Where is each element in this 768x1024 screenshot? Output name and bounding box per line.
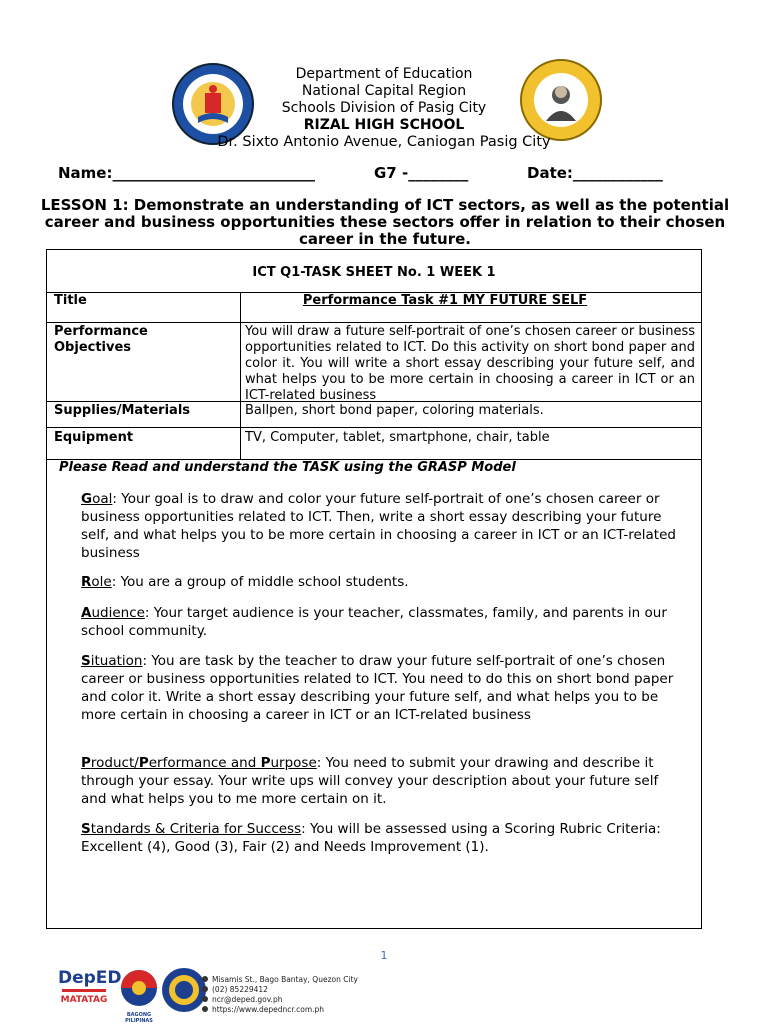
grasp-situation: Situation: You are task by the teacher to draw your future self-portrait of one’s chosen career or business opportunities related to ICT. You need to do this on short bond paper and color it. Write a short essay describing your future self, and what helps you to be more certain in choosing a career in ICT or an ICT-related business (81, 653, 674, 723)
contact-email[interactable]: ncr@deped.gov.ph (212, 995, 283, 1004)
contact-icons (202, 976, 210, 1012)
contact-phone: (02) 85229412 (212, 985, 268, 994)
grasp-standards: Standards & Criteria for Success: You will be assessed using a Scoring Rubric Criteria: Excellent (4), Good (3), Fair (2) and Needs Improvement (1). (81, 821, 661, 855)
deped-logo-text: DepED (58, 968, 122, 988)
grasp-heading: Please Read and understand the TASK using the GRASP Model (59, 460, 516, 475)
division-name: Schools Division of Pasig City (281, 100, 487, 116)
grade-field[interactable]: G7 -________ (374, 164, 469, 182)
school-name: RIZAL HIGH SCHOOL (303, 117, 465, 133)
department-name: Department of Education (295, 66, 473, 82)
bagong-pilipinas-text: BAGONG PILIPINAS (125, 1012, 153, 1024)
lesson-statement: LESSON 1: Demonstrate an understanding of ICT sectors, as well as the potential career and business opportunities these sectors offer in relation to their chosen career in the future. (40, 196, 730, 248)
row-supplies-label: Supplies/Materials (54, 403, 191, 418)
task-sheet-title: ICT Q1-TASK SHEET No. 1 WEEK 1 (252, 265, 496, 280)
email-icon (202, 996, 208, 1002)
deped-matatag-logo (58, 968, 122, 1018)
grasp-goal: Goal: Your goal is to draw and color your future self-portrait of one’s chosen career or business opportunities related to ICT. Then, write a short essay describing your future self, and what helps you to be more certain in choosing a career in ICT or an ICT-related business (81, 491, 676, 561)
row-title-value: Performance Task #1 MY FUTURE SELF (302, 293, 588, 308)
grasp-product: Product/Performance and Purpose: You need to submit your drawing and describe it through your essay. Your write ups will convey your description about your future self and what helps you to me more certain on it. (81, 755, 659, 807)
contact-website[interactable]: https://www.depedncr.com.ph (212, 1005, 325, 1014)
date-field[interactable]: Date:____________ (527, 164, 663, 182)
matatag-text: MATATAG (60, 995, 108, 1005)
region-name: National Capital Region (301, 83, 467, 99)
task-sheet-table (46, 249, 702, 929)
web-icon (202, 1006, 208, 1012)
grasp-role: Role: You are a group of middle school students. (81, 574, 409, 590)
name-field[interactable]: Name:___________________________ (58, 164, 315, 182)
row-equipment-label: Equipment (54, 430, 134, 445)
row-supplies-value: Ballpen, short bond paper, coloring materials. (245, 403, 544, 418)
row-objectives-value: You will draw a future self-portrait of one’s chosen career or business opportunities related to ICT. Do this activity on short bond paper and color it. You will write a short essay describing your future self, and what helps you to be more certain in choosing a career in ICT or an ICT-related business (245, 324, 695, 403)
row-equipment-value: TV, Computer, tablet, smartphone, chair, table (245, 430, 550, 445)
bagong-pilipinas-logo (116, 968, 162, 1024)
location-icon (202, 976, 208, 982)
row-title-label: Title (54, 293, 87, 308)
deped-seal (162, 968, 206, 1012)
row-objectives-label: Performance Objectives (54, 324, 148, 355)
grasp-audience: Audience: Your target audience is your teacher, classmates, family, and parents in our school community. (81, 605, 667, 639)
contact-address: Misamis St., Bago Bantay, Quezon City (212, 975, 358, 984)
page-number: 1 (380, 949, 388, 962)
school-address: Dr. Sixto Antonio Avenue, Caniogan Pasig City (217, 134, 551, 150)
phone-icon (202, 986, 208, 992)
